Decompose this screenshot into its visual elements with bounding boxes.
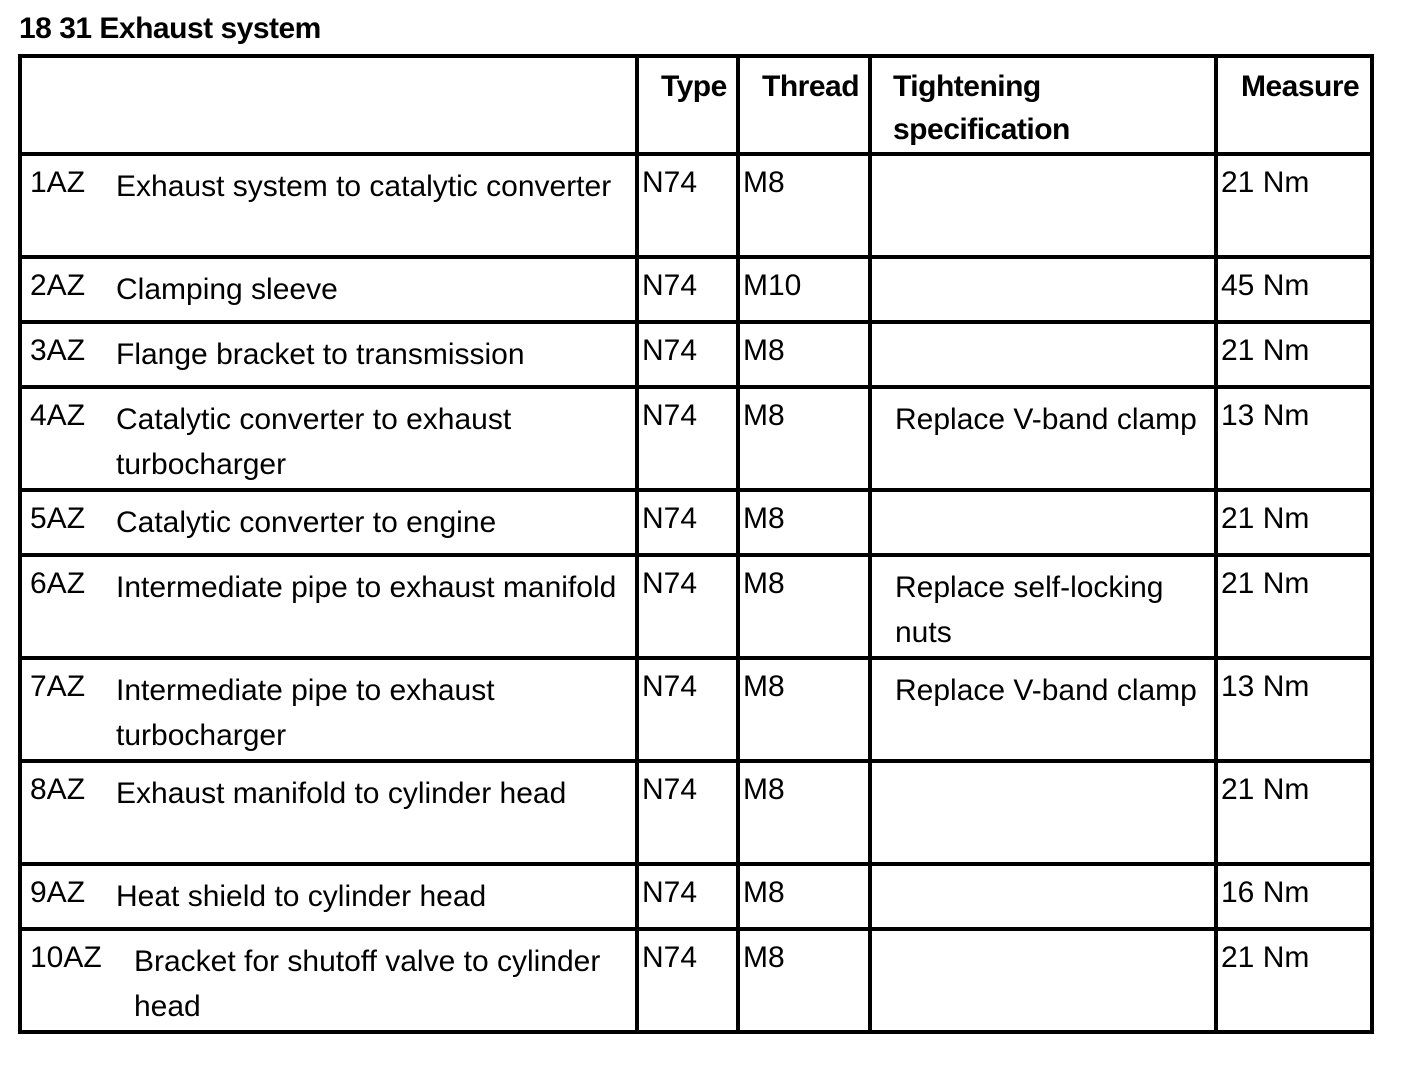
row-description-cell [20,154,637,257]
row-type: N74 [637,555,738,658]
row-description: Flange bracket to transmission [116,338,525,371]
row-description: Bracket for shutoff valve to cylinder head [134,945,601,1023]
row-measure: 16 Nm [1216,864,1372,929]
row-thread: M8 [738,154,870,257]
row-type: N74 [637,490,738,555]
row-code: 7AZ [30,670,86,703]
header-type: Type [637,56,738,154]
row-thread: M8 [738,322,870,387]
table-row [20,761,1372,864]
row-description: Clamping sleeve [116,273,338,306]
table-row [20,864,1372,929]
row-tightening [870,761,1216,864]
row-code: 9AZ [30,876,86,909]
row-measure: 21 Nm [1216,490,1372,555]
row-code: 1AZ [30,166,86,199]
row-type: N74 [637,864,738,929]
row-description-cell [20,490,637,555]
row-tightening [870,257,1216,322]
row-tightening [870,929,1216,1032]
header-measure: Measure [1216,56,1372,154]
row-thread: M8 [738,864,870,929]
row-thread: M8 [738,387,870,490]
row-description-cell [20,387,637,490]
row-measure: 13 Nm [1216,658,1372,761]
row-thread: M8 [738,929,870,1032]
row-measure: 21 Nm [1216,555,1372,658]
row-type: N74 [637,929,738,1032]
row-description: Exhaust system to catalytic converter [116,170,612,203]
page-title: 18 31 Exhaust system [19,12,321,45]
row-code: 6AZ [30,567,86,600]
row-code: 5AZ [30,502,86,535]
row-description-cell [20,864,637,929]
row-description-cell [20,555,637,658]
header-thread: Thread [738,56,870,154]
row-type: N74 [637,322,738,387]
row-tightening [870,490,1216,555]
table-row [20,387,1372,490]
table-row [20,490,1372,555]
row-measure: 13 Nm [1216,387,1372,490]
table-row [20,154,1372,257]
table-row [20,929,1372,1032]
row-type: N74 [637,257,738,322]
header-tightening: Tightening specification [870,56,1216,154]
row-description-cell [20,322,637,387]
row-type: N74 [637,154,738,257]
row-code: 10AZ [30,941,102,974]
row-description: Catalytic converter to exhaust turbocharger [116,403,512,481]
row-tightening [870,864,1216,929]
row-description: Intermediate pipe to exhaust turbocharger [116,674,495,752]
row-thread: M8 [738,761,870,864]
row-thread: M8 [738,555,870,658]
row-measure: 21 Nm [1216,322,1372,387]
row-tightening: Replace V-band clamp [870,387,1216,490]
table-row [20,555,1372,658]
row-description: Intermediate pipe to exhaust manifold [116,571,617,604]
header-description [20,56,637,154]
row-description-cell [20,929,637,1032]
row-thread: M8 [738,658,870,761]
row-description-cell [20,658,637,761]
row-description: Heat shield to cylinder head [116,880,487,913]
spec-table [18,54,1374,1034]
row-measure: 45 Nm [1216,257,1372,322]
row-description-cell [20,761,637,864]
row-type: N74 [637,387,738,490]
row-code: 2AZ [30,269,86,302]
header-row [20,56,1372,154]
row-thread: M10 [738,257,870,322]
row-description-cell [20,257,637,322]
row-tightening [870,154,1216,257]
table-row [20,322,1372,387]
row-tightening [870,322,1216,387]
row-code: 3AZ [30,334,86,367]
row-code: 4AZ [30,399,86,432]
row-tightening: Replace self-locking nuts [870,555,1216,658]
row-description: Exhaust manifold to cylinder head [116,777,567,810]
table-row [20,658,1372,761]
row-code: 8AZ [30,773,86,806]
row-measure: 21 Nm [1216,154,1372,257]
table-row [20,257,1372,322]
row-measure: 21 Nm [1216,929,1372,1032]
row-description: Catalytic converter to engine [116,506,497,539]
row-thread: M8 [738,490,870,555]
row-measure: 21 Nm [1216,761,1372,864]
row-type: N74 [637,761,738,864]
row-type: N74 [637,658,738,761]
row-tightening: Replace V-band clamp [870,658,1216,761]
